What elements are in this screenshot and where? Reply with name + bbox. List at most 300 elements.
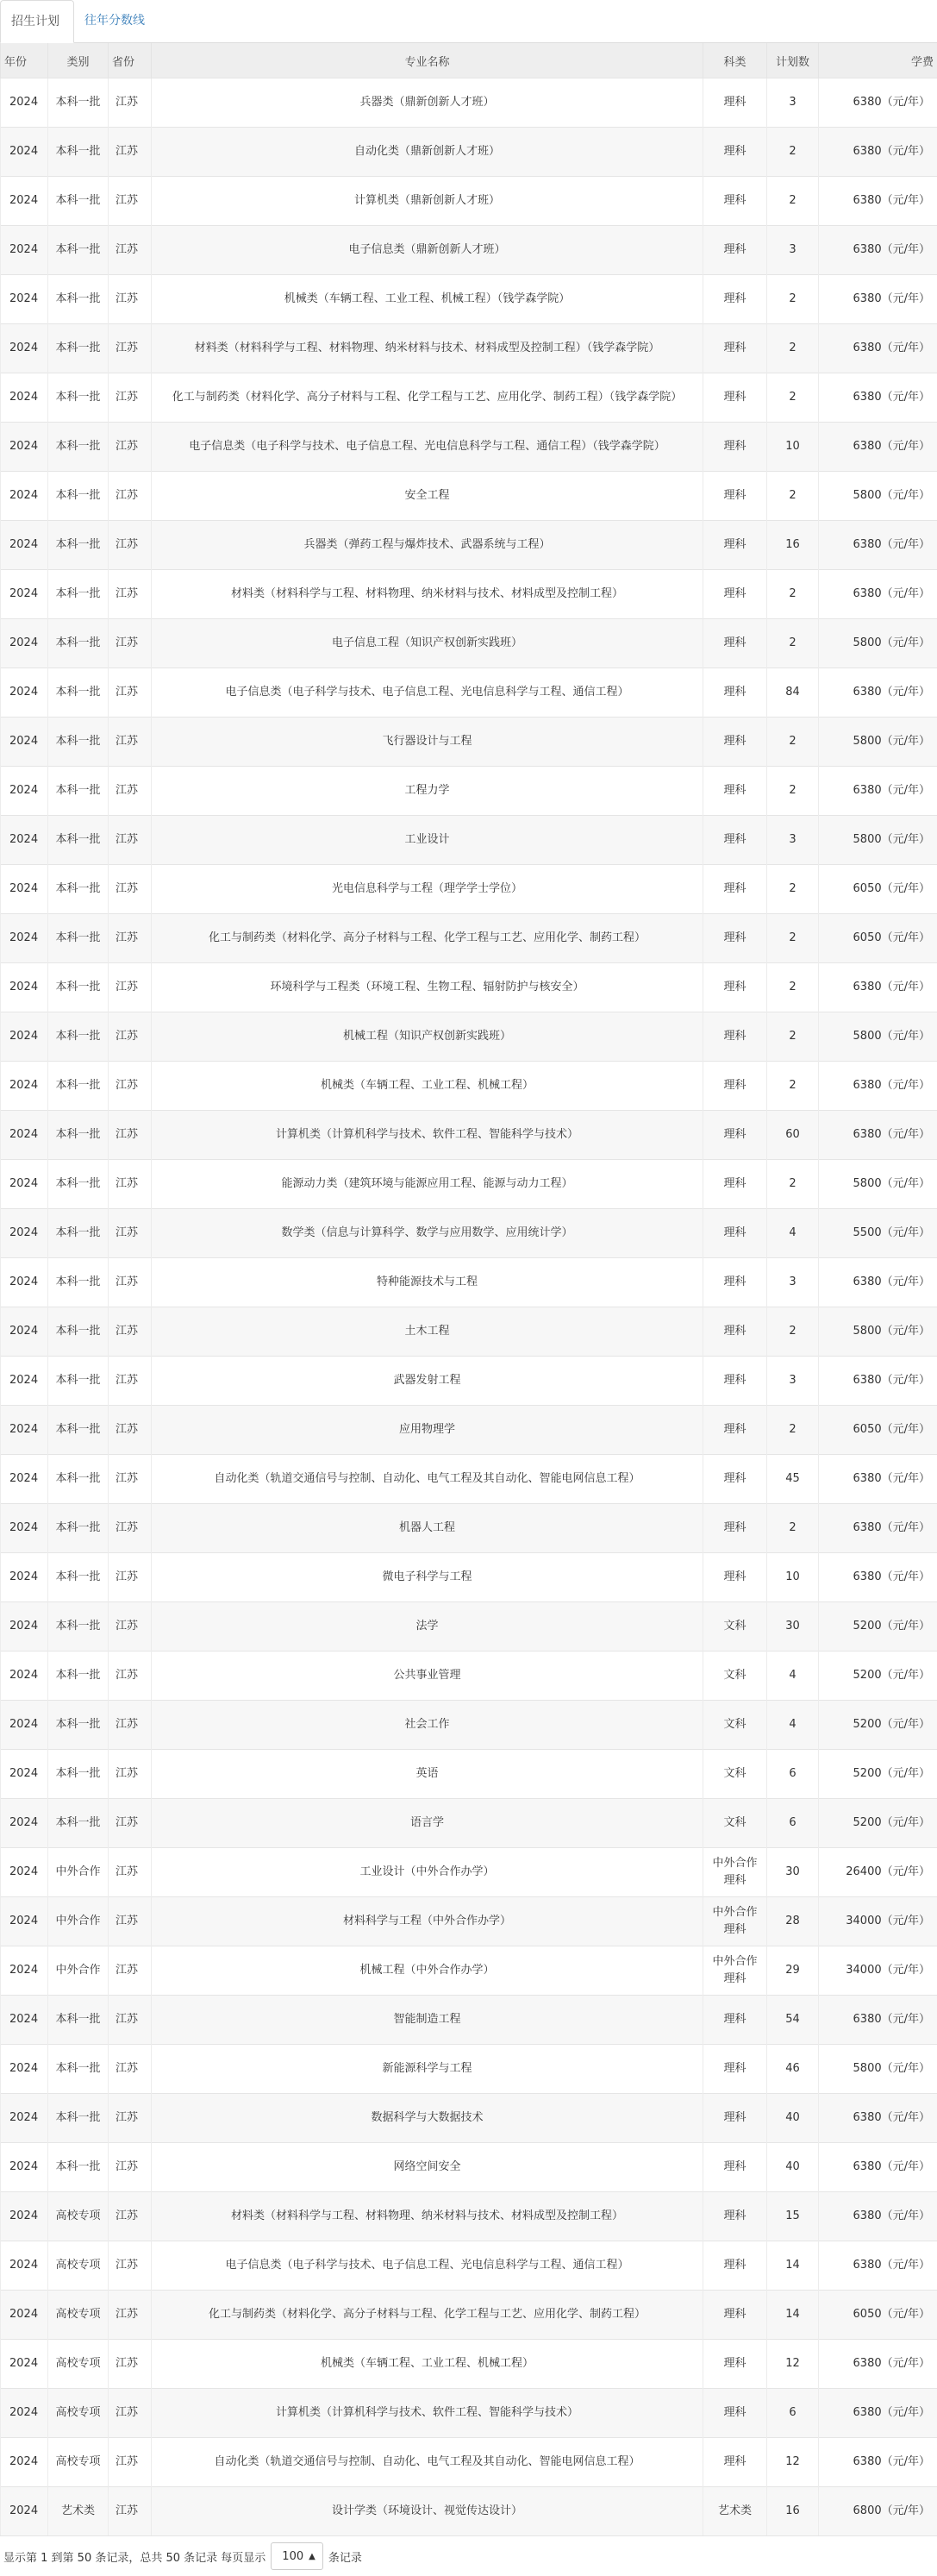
cell-fee: 6380（元/年） (819, 521, 937, 570)
header-category[interactable]: 类别 (48, 43, 109, 78)
cell-province: 江苏 (109, 570, 152, 619)
cell-fee: 6380（元/年） (819, 128, 937, 177)
table-row (1, 767, 937, 816)
cell-province: 江苏 (109, 1848, 152, 1897)
tab-bar (0, 0, 937, 43)
cell-province: 江苏 (109, 324, 152, 373)
cell-province: 江苏 (109, 1012, 152, 1062)
cell-fee: 6380（元/年） (819, 1111, 937, 1160)
cell-fee: 6380（元/年） (819, 2241, 937, 2291)
table-row (1, 1996, 937, 2045)
cell-category: 本科一批 (48, 963, 109, 1012)
cell-year: 2024 (1, 1062, 48, 1111)
cell-plan-count: 3 (767, 78, 819, 128)
cell-year: 2024 (1, 423, 48, 472)
cell-subject: 理科 (703, 521, 767, 570)
cell-plan-count: 6 (767, 1750, 819, 1799)
cell-category: 本科一批 (48, 226, 109, 275)
cell-category: 本科一批 (48, 2094, 109, 2143)
table-row (1, 1357, 937, 1406)
table-row (1, 1209, 937, 1258)
cell-year: 2024 (1, 521, 48, 570)
cell-year: 2024 (1, 1406, 48, 1455)
cell-plan-count: 2 (767, 718, 819, 767)
cell-province: 江苏 (109, 865, 152, 914)
cell-category: 本科一批 (48, 718, 109, 767)
cell-category: 本科一批 (48, 1160, 109, 1209)
cell-year: 2024 (1, 1946, 48, 1996)
pagination-bar (0, 2535, 937, 2576)
cell-subject: 理科 (703, 865, 767, 914)
cell-fee: 5800（元/年） (819, 718, 937, 767)
cell-subject: 理科 (703, 1406, 767, 1455)
table-row (1, 128, 937, 177)
cell-plan-count: 2 (767, 1406, 819, 1455)
cell-province: 江苏 (109, 177, 152, 226)
cell-category: 本科一批 (48, 914, 109, 963)
cell-plan-count: 2 (767, 767, 819, 816)
cell-province: 江苏 (109, 78, 152, 128)
cell-subject: 理科 (703, 373, 767, 423)
cell-subject: 理科 (703, 1357, 767, 1406)
cell-major: 电子信息类（电子科学与技术、电子信息工程、光电信息科学与工程、通信工程） (152, 2241, 703, 2291)
cell-fee: 6380（元/年） (819, 423, 937, 472)
cell-fee: 6380（元/年） (819, 668, 937, 718)
cell-year: 2024 (1, 275, 48, 324)
cell-major: 设计学类（环境设计、视觉传达设计） (152, 2487, 703, 2536)
table-row (1, 2094, 937, 2143)
cell-subject: 理科 (703, 1996, 767, 2045)
cell-province: 江苏 (109, 2340, 152, 2389)
cell-province: 江苏 (109, 1602, 152, 1652)
cell-plan-count: 3 (767, 816, 819, 865)
cell-year: 2024 (1, 668, 48, 718)
cell-fee: 6380（元/年） (819, 963, 937, 1012)
cell-major: 应用物理学 (152, 1406, 703, 1455)
cell-year: 2024 (1, 78, 48, 128)
cell-major: 机械类（车辆工程、工业工程、机械工程） (152, 1062, 703, 1111)
cell-major: 电子信息工程（知识产权创新实践班） (152, 619, 703, 668)
cell-plan-count: 2 (767, 1062, 819, 1111)
cell-major: 公共事业管理 (152, 1652, 703, 1701)
cell-major: 新能源科学与工程 (152, 2045, 703, 2094)
cell-subject: 理科 (703, 324, 767, 373)
cell-fee: 5800（元/年） (819, 1012, 937, 1062)
cell-subject: 理科 (703, 767, 767, 816)
cell-subject: 理科 (703, 1209, 767, 1258)
cell-year: 2024 (1, 570, 48, 619)
cell-province: 江苏 (109, 2045, 152, 2094)
cell-plan-count: 2 (767, 373, 819, 423)
cell-fee: 6380（元/年） (819, 1455, 937, 1504)
cell-category: 本科一批 (48, 472, 109, 521)
table-row (1, 1799, 937, 1848)
cell-category: 高校专项 (48, 2241, 109, 2291)
cell-subject: 理科 (703, 963, 767, 1012)
table-row (1, 914, 937, 963)
cell-major: 语言学 (152, 1799, 703, 1848)
cell-fee: 34000（元/年） (819, 1897, 937, 1946)
cell-category: 中外合作 (48, 1946, 109, 1996)
cell-plan-count: 10 (767, 423, 819, 472)
cell-subject: 理科 (703, 2291, 767, 2340)
table-row (1, 2192, 937, 2241)
cell-year: 2024 (1, 2143, 48, 2192)
cell-fee: 5800（元/年） (819, 472, 937, 521)
cell-fee: 5200（元/年） (819, 1652, 937, 1701)
cell-fee: 6380（元/年） (819, 1996, 937, 2045)
cell-province: 江苏 (109, 1701, 152, 1750)
cell-category: 本科一批 (48, 1455, 109, 1504)
cell-fee: 6380（元/年） (819, 275, 937, 324)
cell-year: 2024 (1, 1897, 48, 1946)
cell-major: 能源动力类（建筑环境与能源应用工程、能源与动力工程） (152, 1160, 703, 1209)
cell-subject: 艺术类 (703, 2487, 767, 2536)
cell-subject: 中外合作理科 (703, 1897, 767, 1946)
cell-major: 机器人工程 (152, 1504, 703, 1553)
cell-category: 本科一批 (48, 865, 109, 914)
cell-year: 2024 (1, 2438, 48, 2487)
cell-fee: 5800（元/年） (819, 1160, 937, 1209)
cell-plan-count: 28 (767, 1897, 819, 1946)
cell-plan-count: 4 (767, 1209, 819, 1258)
cell-plan-count: 45 (767, 1455, 819, 1504)
cell-province: 江苏 (109, 1946, 152, 1996)
cell-fee: 6050（元/年） (819, 865, 937, 914)
cell-subject: 理科 (703, 668, 767, 718)
cell-category: 本科一批 (48, 1602, 109, 1652)
cell-province: 江苏 (109, 1996, 152, 2045)
header-year[interactable]: 年份 (1, 43, 48, 78)
cell-province: 江苏 (109, 1553, 152, 1602)
cell-major: 自动化类（轨道交通信号与控制、自动化、电气工程及其自动化、智能电网信息工程） (152, 1455, 703, 1504)
cell-subject: 理科 (703, 2340, 767, 2389)
cell-year: 2024 (1, 767, 48, 816)
table-row (1, 1258, 937, 1307)
cell-category: 本科一批 (48, 1209, 109, 1258)
cell-major: 材料类（材料科学与工程、材料物理、纳米材料与技术、材料成型及控制工程） (152, 2192, 703, 2241)
cell-category: 本科一批 (48, 1062, 109, 1111)
cell-fee: 6380（元/年） (819, 226, 937, 275)
cell-year: 2024 (1, 1652, 48, 1701)
cell-fee: 5200（元/年） (819, 1602, 937, 1652)
cell-category: 中外合作 (48, 1848, 109, 1897)
cell-year: 2024 (1, 2389, 48, 2438)
cell-fee: 5200（元/年） (819, 1701, 937, 1750)
cell-fee: 6380（元/年） (819, 2094, 937, 2143)
cell-subject: 理科 (703, 718, 767, 767)
cell-fee: 6380（元/年） (819, 177, 937, 226)
cell-fee: 6380（元/年） (819, 2438, 937, 2487)
cell-major: 安全工程 (152, 472, 703, 521)
cell-fee: 5800（元/年） (819, 816, 937, 865)
cell-year: 2024 (1, 1799, 48, 1848)
cell-year: 2024 (1, 1455, 48, 1504)
cell-fee: 6050（元/年） (819, 914, 937, 963)
cell-province: 江苏 (109, 1750, 152, 1799)
page-size-value: 100 (282, 2550, 303, 2563)
cell-plan-count: 2 (767, 619, 819, 668)
cell-subject: 理科 (703, 2438, 767, 2487)
header-plan-count[interactable]: 计划数 (767, 43, 819, 78)
header-fee[interactable]: 学费 (819, 43, 937, 78)
cell-subject: 理科 (703, 1160, 767, 1209)
cell-subject: 文科 (703, 1701, 767, 1750)
cell-subject: 理科 (703, 78, 767, 128)
cell-plan-count: 15 (767, 2192, 819, 2241)
cell-province: 江苏 (109, 2094, 152, 2143)
table-row (1, 619, 937, 668)
cell-subject: 理科 (703, 2241, 767, 2291)
cell-category: 本科一批 (48, 1504, 109, 1553)
table-row (1, 177, 937, 226)
cell-plan-count: 4 (767, 1652, 819, 1701)
cell-major: 社会工作 (152, 1701, 703, 1750)
cell-fee: 6380（元/年） (819, 78, 937, 128)
cell-year: 2024 (1, 1602, 48, 1652)
table-row (1, 472, 937, 521)
table-row (1, 2389, 937, 2438)
cell-plan-count: 14 (767, 2291, 819, 2340)
cell-province: 江苏 (109, 668, 152, 718)
table-row (1, 816, 937, 865)
cell-subject: 理科 (703, 1062, 767, 1111)
table-row (1, 1602, 937, 1652)
cell-year: 2024 (1, 2340, 48, 2389)
cell-subject: 理科 (703, 275, 767, 324)
cell-year: 2024 (1, 963, 48, 1012)
table-row (1, 865, 937, 914)
cell-category: 本科一批 (48, 2143, 109, 2192)
cell-province: 江苏 (109, 914, 152, 963)
cell-year: 2024 (1, 1504, 48, 1553)
cell-subject: 理科 (703, 816, 767, 865)
table-row (1, 1946, 937, 1996)
cell-province: 江苏 (109, 1062, 152, 1111)
cell-subject: 理科 (703, 1553, 767, 1602)
cell-plan-count: 2 (767, 570, 819, 619)
cell-major: 工业设计 (152, 816, 703, 865)
cell-major: 工程力学 (152, 767, 703, 816)
cell-plan-count: 2 (767, 128, 819, 177)
cell-major: 智能制造工程 (152, 1996, 703, 2045)
cell-province: 江苏 (109, 2143, 152, 2192)
cell-plan-count: 12 (767, 2438, 819, 2487)
cell-plan-count: 2 (767, 1504, 819, 1553)
cell-province: 江苏 (109, 521, 152, 570)
cell-plan-count: 2 (767, 1160, 819, 1209)
table-row (1, 1504, 937, 1553)
cell-fee: 5800（元/年） (819, 619, 937, 668)
cell-province: 江苏 (109, 2241, 152, 2291)
header-major[interactable]: 专业名称 (152, 43, 703, 78)
cell-province: 江苏 (109, 1111, 152, 1160)
cell-category: 本科一批 (48, 324, 109, 373)
cell-plan-count: 30 (767, 1602, 819, 1652)
cell-subject: 中外合作理科 (703, 1946, 767, 1996)
cell-fee: 6380（元/年） (819, 373, 937, 423)
cell-subject: 文科 (703, 1799, 767, 1848)
cell-major: 法学 (152, 1602, 703, 1652)
cell-plan-count: 4 (767, 1701, 819, 1750)
cell-province: 江苏 (109, 275, 152, 324)
header-subject[interactable]: 科类 (703, 43, 767, 78)
cell-subject: 中外合作理科 (703, 1848, 767, 1897)
tab-past-scores[interactable]: 往年分数线 (74, 0, 159, 42)
cell-subject: 理科 (703, 177, 767, 226)
cell-category: 本科一批 (48, 275, 109, 324)
cell-plan-count: 60 (767, 1111, 819, 1160)
cell-major: 化工与制药类（材料化学、高分子材料与工程、化学工程与工艺、应用化学、制药工程）（钱学森学院） (152, 373, 703, 423)
cell-major: 数学类（信息与计算科学、数学与应用数学、应用统计学） (152, 1209, 703, 1258)
cell-major: 数据科学与大数据技术 (152, 2094, 703, 2143)
cell-province: 江苏 (109, 1652, 152, 1701)
cell-category: 高校专项 (48, 2192, 109, 2241)
cell-subject: 理科 (703, 226, 767, 275)
cell-province: 江苏 (109, 2389, 152, 2438)
cell-province: 江苏 (109, 767, 152, 816)
cell-fee: 6380（元/年） (819, 1504, 937, 1553)
cell-category: 本科一批 (48, 1258, 109, 1307)
table-row (1, 1553, 937, 1602)
cell-province: 江苏 (109, 1504, 152, 1553)
cell-year: 2024 (1, 816, 48, 865)
cell-subject: 文科 (703, 1750, 767, 1799)
table-row (1, 226, 937, 275)
cell-fee: 6380（元/年） (819, 2143, 937, 2192)
caret-up-icon: ▲ (309, 2552, 315, 2561)
cell-category: 本科一批 (48, 78, 109, 128)
cell-major: 材料科学与工程（中外合作办学） (152, 1897, 703, 1946)
cell-plan-count: 2 (767, 177, 819, 226)
cell-category: 本科一批 (48, 668, 109, 718)
cell-fee: 6380（元/年） (819, 1553, 937, 1602)
cell-plan-count: 2 (767, 275, 819, 324)
table-row (1, 423, 937, 472)
cell-year: 2024 (1, 177, 48, 226)
cell-plan-count: 2 (767, 472, 819, 521)
cell-major: 电子信息类（电子科学与技术、电子信息工程、光电信息科学与工程、通信工程） (152, 668, 703, 718)
cell-category: 本科一批 (48, 1652, 109, 1701)
table-row (1, 324, 937, 373)
cell-plan-count: 10 (767, 1553, 819, 1602)
cell-fee: 6050（元/年） (819, 2291, 937, 2340)
table-row (1, 668, 937, 718)
cell-category: 高校专项 (48, 2291, 109, 2340)
table-row (1, 1307, 937, 1357)
cell-plan-count: 16 (767, 521, 819, 570)
cell-subject: 理科 (703, 914, 767, 963)
table-row (1, 275, 937, 324)
cell-fee: 5200（元/年） (819, 1799, 937, 1848)
cell-province: 江苏 (109, 1307, 152, 1357)
table-row (1, 1848, 937, 1897)
cell-subject: 理科 (703, 1111, 767, 1160)
cell-plan-count: 2 (767, 324, 819, 373)
records-suffix: 条记录 (328, 2548, 362, 2565)
cell-subject: 理科 (703, 1012, 767, 1062)
cell-year: 2024 (1, 373, 48, 423)
cell-province: 江苏 (109, 1357, 152, 1406)
cell-plan-count: 2 (767, 963, 819, 1012)
table-row (1, 1897, 937, 1946)
cell-major: 网络空间安全 (152, 2143, 703, 2192)
cell-year: 2024 (1, 2487, 48, 2536)
cell-fee: 5800（元/年） (819, 2045, 937, 2094)
cell-category: 本科一批 (48, 619, 109, 668)
cell-province: 江苏 (109, 128, 152, 177)
cell-fee: 6380（元/年） (819, 324, 937, 373)
cell-subject: 理科 (703, 2192, 767, 2241)
cell-province: 江苏 (109, 2291, 152, 2340)
cell-year: 2024 (1, 1111, 48, 1160)
cell-year: 2024 (1, 128, 48, 177)
cell-category: 本科一批 (48, 1799, 109, 1848)
cell-year: 2024 (1, 1209, 48, 1258)
cell-province: 江苏 (109, 373, 152, 423)
cell-category: 本科一批 (48, 2045, 109, 2094)
cell-fee: 5800（元/年） (819, 1307, 937, 1357)
cell-year: 2024 (1, 472, 48, 521)
cell-province: 江苏 (109, 1406, 152, 1455)
table-row (1, 2291, 937, 2340)
cell-major: 特种能源技术与工程 (152, 1258, 703, 1307)
cell-year: 2024 (1, 1160, 48, 1209)
cell-major: 微电子科学与工程 (152, 1553, 703, 1602)
cell-category: 中外合作 (48, 1897, 109, 1946)
table-row (1, 1012, 937, 1062)
cell-fee: 5200（元/年） (819, 1750, 937, 1799)
tab-admission-plan[interactable]: 招生计划 (0, 0, 74, 43)
cell-category: 本科一批 (48, 521, 109, 570)
cell-major: 自动化类（轨道交通信号与控制、自动化、电气工程及其自动化、智能电网信息工程） (152, 2438, 703, 2487)
cell-province: 江苏 (109, 619, 152, 668)
cell-major: 英语 (152, 1750, 703, 1799)
table-row (1, 570, 937, 619)
cell-province: 江苏 (109, 2487, 152, 2536)
page-size-select[interactable] (271, 2542, 323, 2570)
table-row (1, 521, 937, 570)
cell-major: 土木工程 (152, 1307, 703, 1357)
table-row (1, 963, 937, 1012)
cell-subject: 理科 (703, 619, 767, 668)
cell-category: 本科一批 (48, 570, 109, 619)
cell-year: 2024 (1, 324, 48, 373)
table-row (1, 718, 937, 767)
cell-year: 2024 (1, 2291, 48, 2340)
cell-category: 本科一批 (48, 1750, 109, 1799)
cell-category: 本科一批 (48, 373, 109, 423)
cell-category: 本科一批 (48, 128, 109, 177)
cell-major: 兵器类（弹药工程与爆炸技术、武器系统与工程） (152, 521, 703, 570)
cell-year: 2024 (1, 718, 48, 767)
cell-plan-count: 16 (767, 2487, 819, 2536)
cell-subject: 理科 (703, 570, 767, 619)
header-province[interactable]: 省份 (109, 43, 152, 78)
cell-major: 兵器类（鼎新创新人才班） (152, 78, 703, 128)
cell-fee: 6380（元/年） (819, 570, 937, 619)
cell-year: 2024 (1, 1357, 48, 1406)
cell-major: 材料类（材料科学与工程、材料物理、纳米材料与技术、材料成型及控制工程） (152, 570, 703, 619)
cell-subject: 理科 (703, 2045, 767, 2094)
cell-province: 江苏 (109, 1897, 152, 1946)
cell-subject: 文科 (703, 1602, 767, 1652)
table-row (1, 2438, 937, 2487)
cell-province: 江苏 (109, 1258, 152, 1307)
table-row (1, 373, 937, 423)
cell-year: 2024 (1, 2045, 48, 2094)
cell-category: 本科一批 (48, 1111, 109, 1160)
